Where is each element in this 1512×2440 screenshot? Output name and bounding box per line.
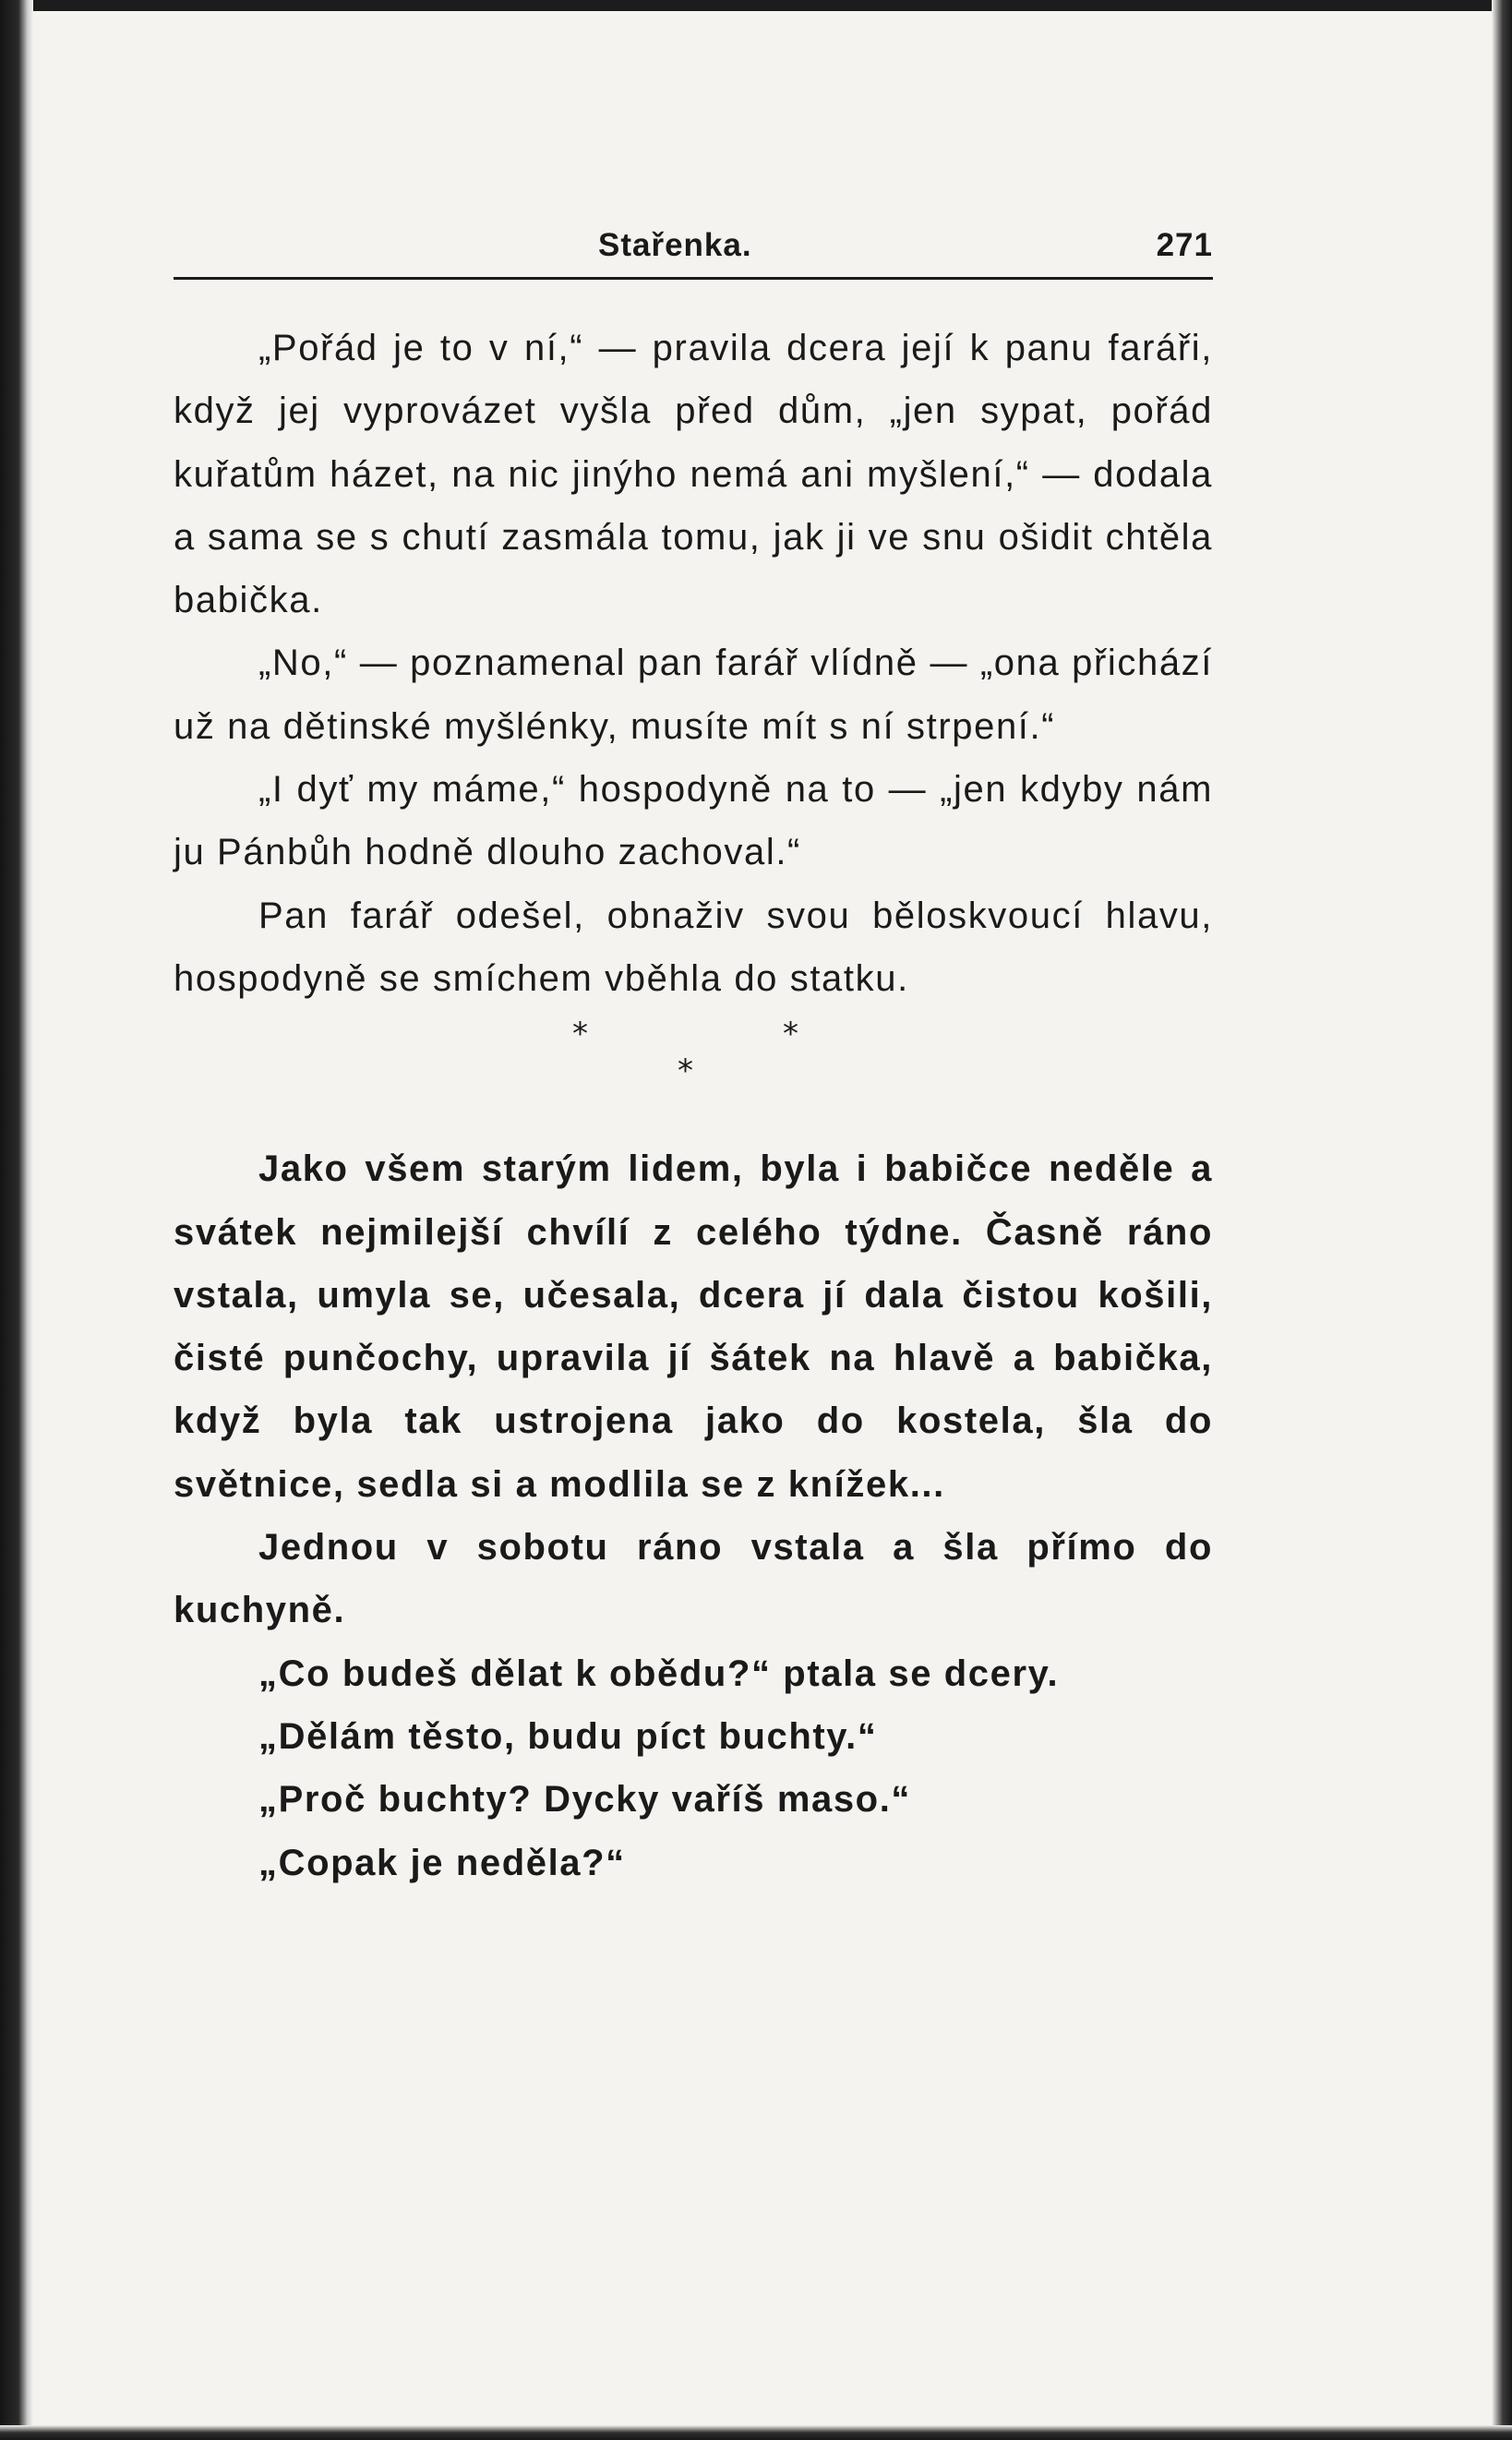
scan-border-right — [1492, 0, 1512, 2440]
paragraph: „Co budeš dělat k obědu?“ ptala se dcery. — [258, 1653, 1060, 1694]
running-head — [174, 218, 1213, 277]
paragraph: Jako všem starým lidem, byla i babičce neděle a svátek nejmilejší chvílí z celého týdne. Časně ráno vstala, umyla se, učesala, dcera jí dala čistou košili, čisté punčochy, upravila jí šátek na hlavě a babička, když byla tak ustrojena jako do kostela, šla do světnice, sedla si a modlila se z knížek... — [174, 1148, 1213, 1505]
asterisk-icon: * — [678, 1052, 693, 1090]
paragraph: „I dyť my máme,“ hospodyně na to — „jen kdyby nám ju Pánbůh hodně dlouho zachoval.“ — [174, 769, 1213, 873]
paragraph: „Copak je neděla?“ — [258, 1842, 626, 1883]
scan-border-left — [0, 0, 33, 2440]
chapter-title: Stařenka. — [598, 227, 752, 263]
paragraph: „Pořád je to v ní,“ — pravila dcera její k panu faráři, když jej vyprovázet vyšla před dům, „jen sypat, pořád kuřatům házet, na nic jinýho nemá ani myšlení,“ — dodala a sama se s chutí zasmála tomu, jak ji ve snu ošidit chtěla babička. — [174, 328, 1213, 621]
paragraph: „Dělám těsto, budu píct buchty.“ — [258, 1715, 878, 1757]
paragraph: Jednou v sobotu ráno vstala a šla přímo do kuchyně. — [174, 1527, 1213, 1631]
paragraph: Pan farář odešel, obnaživ svou běloskvoucí hlavu, hospodyně se smíchem vběhla do statku. — [174, 895, 1213, 999]
scan-border-bottom — [0, 2425, 1512, 2440]
scan-border-top — [0, 0, 1512, 11]
paragraph: „No,“ — poznamenal pan farář vlídně — „ona přichází už na dětinské myšlénky, musíte mít s ní strpení.“ — [174, 643, 1213, 747]
section-two — [174, 1137, 1213, 1894]
paragraph: „Proč buchty? Dycky vaříš maso.“ — [258, 1779, 912, 1821]
asterisk-icon: * — [572, 1016, 588, 1053]
section-separator — [174, 1016, 1213, 1137]
asterisk-icon: * — [783, 1016, 798, 1053]
page-number: 271 — [1156, 227, 1213, 263]
book-page — [174, 218, 1213, 1894]
header-rule — [174, 277, 1213, 280]
section-one — [174, 317, 1213, 1010]
